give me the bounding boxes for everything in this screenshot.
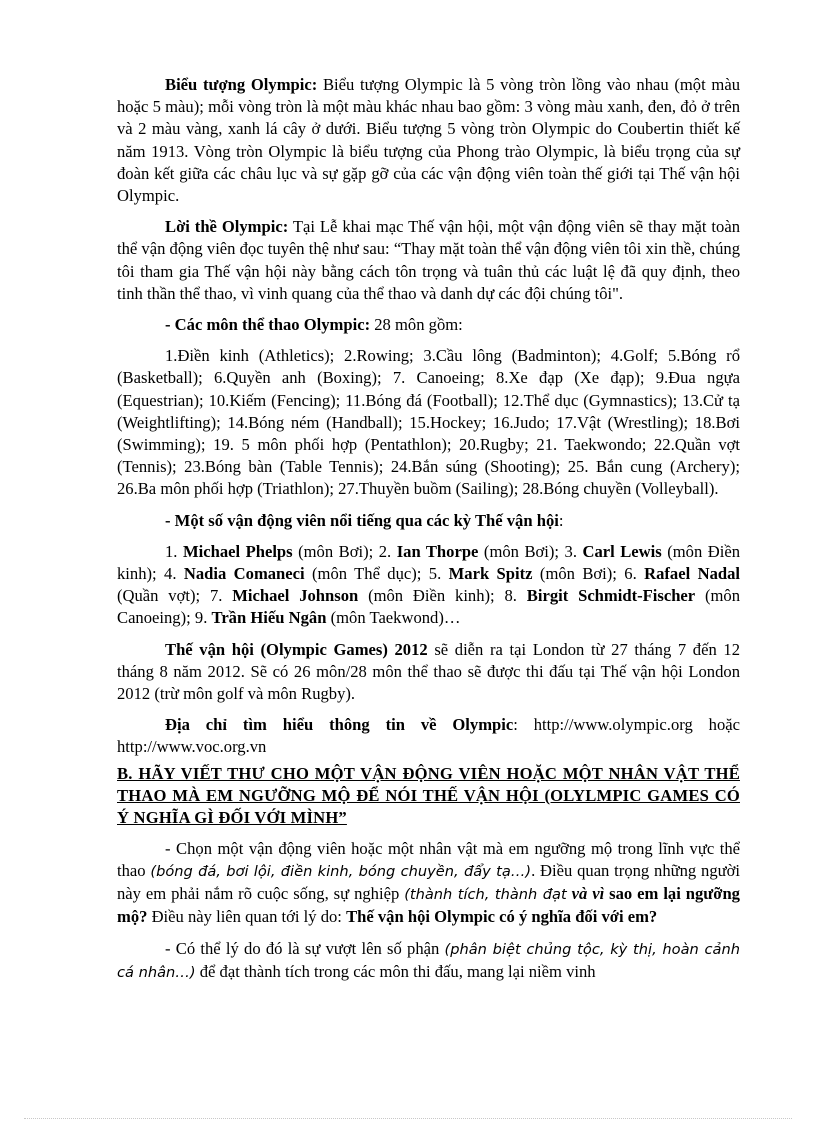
olympic-oath-label: Lời thề Olympic:	[165, 217, 289, 237]
athlete-item: 2. Ian Thorpe (môn Bơi);	[378, 541, 565, 561]
olympic-sports-intro	[117, 314, 740, 336]
section-b-heading: B. HÃY VIẾT THƯ CHO MỘT VẬN ĐỘNG VIÊN HOẶC MỘT NHÂN VẬT THỂ THAO MÀ EM NGƯỠNG MỘ ĐỂ NÓI THẾ VẬN HỘI (OLYLMPIC GAMES CÓ Ý NGHĨA GÌ ĐỐI VỚI MÌNH”	[117, 763, 740, 827]
olympic-sports-label: - Các môn thể thao Olympic:	[165, 315, 371, 335]
olympic-2012-paragraph: Thế vận hội (Olympic Games) 2012 sẽ diễn ra tại London từ 27 tháng 7 đến 12 tháng 8 năm 2012. Sẽ có 26 môn/28 môn thể thao sẽ được thi đấu tại Thế vận hội London 2012 (trừ môn golf và môn Rugby).	[117, 639, 740, 704]
athlete-item: 6. Rafael Nadal (Quần vợt);	[117, 564, 741, 606]
olympic-info-address	[117, 714, 740, 758]
athlete-item: 8. Birgit Schmidt-Fischer (môn Canoeing);	[117, 586, 741, 628]
reason-paragraph: - Có thể lý do đó là sự vượt lên số phận (phân biệt chủng tộc, kỳ thị, hoàn cảnh cá nhân…) để đạt thành tích trong các môn thi đấu, mang lại niềm vinh	[117, 938, 740, 981]
famous-athletes-label: - Một số vận động viên nổi tiếng qua các kỳ Thế vận hội	[165, 510, 559, 530]
famous-athletes-colon: :	[558, 510, 564, 530]
olympic-info-label: Địa chỉ tìm hiểu thông tin về Olympic	[165, 715, 514, 735]
athlete-item: 3. Carl Lewis (môn Điền kinh);	[117, 541, 741, 584]
athlete-item: 1. Michael Phelps (môn Bơi);	[165, 541, 379, 561]
olympic-symbol-label: Biểu tượng Olympic:	[165, 75, 318, 94]
olympic-sports-list	[117, 345, 740, 500]
letter-guide-paragraph: - Chọn một vận động viên hoặc một nhân vật mà em ngưỡng mộ trong lĩnh vực thể thao (bóng đá, bơi lội, điền kinh, bóng chuyền, đẩy tạ…). Điều quan trọng những người này em phải nắm rõ cuộc sống, sự nghiệp (thành tích, thành đạt và vì sao em lại ngưỡng mộ? Điều này liên quan tới lý do: Thế vận hội Olympic có ý nghĩa đối với em?	[117, 838, 740, 927]
page-footer-divider	[24, 1118, 792, 1119]
olympic-symbol-paragraph	[117, 74, 740, 207]
famous-athletes-list	[117, 541, 740, 630]
olympic-oath-text: Tại Lễ khai mạc Thế vận hội, một vận động viên sẽ thay mặt toàn thể vận động viên đọc tuyên thệ như sau: “Thay mặt toàn thể vận động viên tôi xin thề, chúng tôi tham gia Thế vận hội này bằng cách tôn trọng và tuân thủ các luật lệ đã quy định, theo tinh thần thể thao, vì vinh quang của thể thao và danh dự các đội chúng tôi".	[117, 217, 740, 303]
athlete-item: 4. Nadia Comaneci (môn Thể dục);	[164, 564, 429, 584]
olympic-info-links[interactable]: : http://www.olympic.org hoặc http://www.voc.org.vn	[117, 715, 740, 757]
olympic-sports-count: 28 môn gồm:	[370, 315, 463, 335]
olympic-2012-text: sẽ diễn ra tại London từ 27 tháng 7 đến 12 tháng 8 năm 2012. Sẽ có 26 môn/28 môn thể thao sẽ được thi đấu tại Thế vận hội London 2012 (trừ môn golf và môn Rugby).	[117, 639, 740, 704]
athlete-item: 9. Trần Hiếu Ngân (môn Taekwond)…	[194, 608, 461, 628]
sports-list-text: 1.Điền kinh (Athletics); 2.Rowing; 3.Cầu lông (Badminton); 4.Golf; 5.Bóng rổ (Basketball); 6.Quyền anh (Boxing); 7. Canoeing; 8.Xe đạp (Xe đạp); 9.Đua ngựa (Equestrian); 10.Kiếm (Fencing); 11.Bóng đá (Football); 12.Thể dục (Gymnastics); 13.Cử tạ (Weightlifting); 14.Bóng ném (Handball); 15.Hockey; 16.Judo; 17.Vật (Wrestling); 18.Bơi (Swimming); 19. 5 môn phối hợp (Pentathlon); 20.Rugby; 21. Taekwondo; 22.Quần vợt (Tennis); 23.Bóng bàn (Table Tennis); 24.Bắn súng (Shooting); 25. Bắn cung (Archery); 26.Ba môn phối hợp (Triathlon); 27.Thuyền buồm (Sailing); 28.Bóng chuyền (Volleyball).	[117, 346, 740, 499]
athlete-item: 7. Michael Johnson (môn Điền kinh);	[209, 586, 505, 606]
olympic-oath-paragraph	[117, 216, 740, 305]
athlete-item: 5. Mark Spitz (môn Bơi);	[428, 564, 625, 584]
document-page	[117, 74, 740, 993]
olympic-2012-label: Thế vận hội (	[165, 639, 267, 659]
olympic-symbol-text: Biểu tượng Olympic là 5 vòng tròn lồng vào nhau (một màu hoặc 5 màu); mỗi vòng tròn là một màu khác nhau bao gồm: 3 vòng màu xanh, đen, đỏ ở trên và 2 màu vàng, xanh lá cây ở dưới. Biểu tượng 5 vòng tròn Olympic do Coubertin thiết kế năm 1913. Vòng tròn Olympic là biểu tượng của Phong trào Olympic, là biểu trọng của sự đoàn kết giữa các châu lục và sự gặp gỡ của các vận động viên toàn thế giới tại Thế vận hội Olympic.	[117, 75, 740, 206]
famous-athletes-intro	[117, 510, 740, 532]
